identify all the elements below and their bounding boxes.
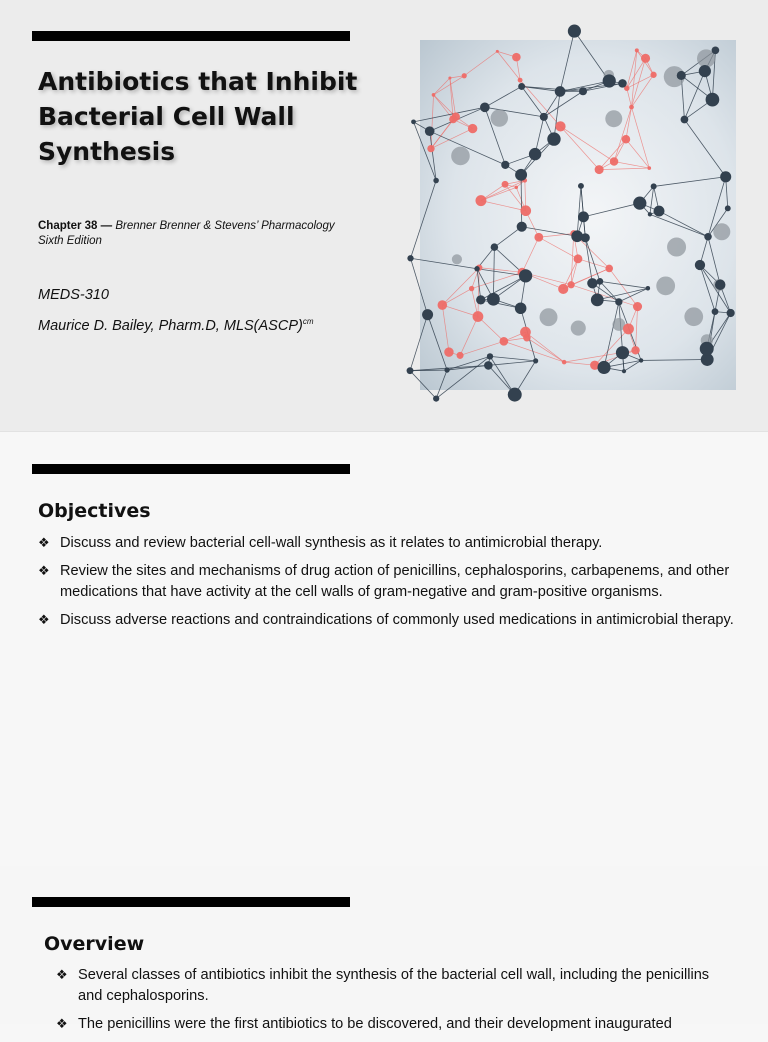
network-node-dark — [407, 367, 414, 374]
diamond-bullet-icon: ❖ — [38, 561, 50, 582]
network-node-dark — [487, 293, 500, 306]
network-node-gray — [656, 276, 675, 295]
network-node-dark — [715, 280, 725, 290]
network-node-dark — [654, 206, 665, 217]
network-node-red — [595, 165, 604, 174]
network-node-dark — [568, 25, 581, 38]
network-node-dark — [540, 113, 548, 121]
network-node-red — [631, 346, 639, 354]
network-node-dark — [681, 116, 689, 124]
network-node-red — [623, 323, 634, 334]
network-node-dark — [515, 302, 527, 314]
network-node-dark — [712, 308, 719, 315]
chapter-source: Brenner Brenner & Stevens’ Pharmacology Sixth Edition — [38, 220, 335, 247]
network-node-dark — [484, 361, 493, 370]
network-node-dark — [515, 169, 527, 181]
network-node-dark — [597, 278, 604, 285]
network-node-dark — [480, 102, 490, 112]
network-node-red — [427, 145, 434, 152]
network-node-dark — [476, 295, 485, 304]
network-node-red — [518, 78, 523, 83]
author-credential-sup: cm — [303, 317, 314, 326]
network-node-red — [633, 302, 642, 311]
network-node-red — [496, 50, 499, 53]
network-node-dark — [618, 79, 627, 88]
author-line — [38, 313, 314, 335]
accent-bar — [32, 31, 350, 41]
network-node-red — [473, 311, 484, 322]
network-node-red — [562, 360, 567, 365]
network-node-dark — [519, 269, 532, 282]
network-node-red — [641, 54, 650, 63]
objectives-slide — [0, 432, 768, 866]
network-node-dark — [533, 358, 538, 363]
network-node-red — [629, 105, 634, 110]
author-name: Maurice D. Bailey, Pharm.D, MLS(ASCP) — [38, 318, 303, 334]
network-node-red — [462, 73, 467, 78]
network-node-red — [567, 281, 574, 288]
network-node-dark — [597, 361, 610, 374]
network-node-red — [558, 284, 568, 294]
network-node-dark — [591, 293, 604, 306]
network-node-red — [444, 347, 453, 356]
network-node-dark — [407, 255, 413, 261]
network-node-dark — [487, 353, 493, 359]
network-node-dark — [444, 367, 449, 372]
network-node-dark — [616, 346, 629, 359]
network-node-dark — [633, 197, 646, 210]
network-node-dark — [603, 74, 616, 87]
slide-title: Antibiotics that Inhibit Bacterial Cell Wall Synthesis — [38, 64, 368, 169]
network-node-gray — [667, 238, 686, 257]
network-node-dark — [695, 260, 705, 270]
title-slide — [0, 0, 768, 432]
network-node-red — [475, 195, 486, 206]
network-node-dark — [720, 171, 731, 182]
network-node-dark — [639, 358, 643, 362]
course-code: MEDS-310 — [38, 286, 109, 304]
overview-list — [56, 965, 736, 1042]
network-node-dark — [517, 222, 527, 232]
accent-bar — [32, 464, 350, 474]
network-node-dark — [579, 87, 587, 95]
network-node-red — [515, 186, 518, 189]
network-node-dark — [491, 243, 499, 251]
chapter-reference — [38, 219, 338, 249]
network-node-dark — [651, 183, 657, 189]
diamond-bullet-icon: ❖ — [38, 533, 50, 554]
network-node-dark — [508, 388, 522, 402]
diamond-bullet-icon: ❖ — [56, 965, 68, 986]
network-node-dark — [433, 395, 439, 401]
network-node-red — [438, 300, 448, 310]
network-node-dark — [425, 126, 435, 136]
network-node-red — [635, 48, 639, 52]
network-node-gray — [713, 223, 730, 240]
network-node-dark — [578, 211, 589, 222]
overview-slide — [0, 866, 768, 1024]
network-node-red — [523, 334, 531, 342]
network-node-red — [448, 76, 451, 79]
list-item: ❖ The penicillins were the first antibiotics to be discovered, and their development inaugurated — [56, 1014, 736, 1035]
network-node-dark — [704, 233, 712, 241]
network-node-dark — [700, 342, 714, 356]
network-node-gray — [571, 320, 586, 335]
network-node-dark — [727, 309, 735, 317]
network-node-dark — [615, 298, 622, 305]
network-node-red — [432, 93, 436, 97]
network-node-red — [650, 72, 656, 78]
network-node-dark — [518, 83, 525, 90]
network-node-red — [622, 135, 630, 143]
diamond-bullet-icon: ❖ — [38, 610, 50, 631]
objectives-list — [38, 533, 738, 638]
list-item: ❖ Review the sites and mechanisms of drug action of penicillins, cephalosporins, carbapenems, and other medications that have activity at the cell walls of gram-negative and gram-positive organisms. — [38, 561, 738, 603]
list-item: ❖ Discuss adverse reactions and contraindications of commonly used medications in antimicrobial therapy. — [38, 610, 738, 631]
network-node-red — [605, 265, 613, 273]
objectives-heading: Objectives — [38, 499, 151, 523]
molecular-network-image — [420, 40, 736, 390]
network-node-red — [574, 254, 583, 263]
network-node-gray — [452, 254, 462, 264]
network-node-dark — [622, 369, 626, 373]
network-node-dark — [725, 205, 731, 211]
network-node-gray — [540, 308, 558, 326]
network-node-dark — [474, 266, 479, 271]
network-node-dark — [712, 46, 720, 54]
list-item: ❖ Several classes of antibiotics inhibit the synthesis of the bacterial cell wall, including the penicillins and cephalosporins. — [56, 965, 736, 1007]
network-node-dark — [581, 233, 590, 242]
diamond-bullet-icon: ❖ — [56, 1014, 68, 1035]
network-node-red — [647, 166, 651, 170]
network-node-red — [520, 205, 531, 216]
network-node-red — [469, 286, 474, 291]
network-node-red — [512, 53, 521, 62]
network-node-red — [457, 352, 464, 359]
network-node-gray — [605, 110, 622, 127]
network-node-dark — [411, 119, 416, 124]
network-node-dark — [706, 93, 720, 107]
network-node-dark — [555, 86, 566, 97]
network-node-red — [502, 181, 509, 188]
chapter-label: Chapter 38 — — [38, 220, 112, 232]
network-node-gray — [491, 109, 508, 126]
network-node-dark — [501, 161, 509, 169]
network-node-red — [534, 233, 543, 242]
network-background — [420, 40, 736, 390]
network-node-dark — [646, 286, 651, 291]
network-node-dark — [547, 132, 560, 145]
network-node-dark — [433, 178, 439, 184]
network-node-red — [449, 115, 457, 123]
network-node-red — [468, 124, 477, 133]
network-node-red — [555, 121, 565, 131]
network-node-dark — [422, 309, 433, 320]
overview-heading: Overview — [44, 932, 144, 956]
network-node-gray — [451, 147, 470, 166]
network-node-dark — [648, 212, 652, 216]
network-node-red — [610, 157, 618, 165]
network-node-gray — [684, 307, 703, 326]
network-node-dark — [587, 278, 597, 288]
list-item: ❖ Discuss and review bacterial cell-wall synthesis as it relates to antimicrobial therapy. — [38, 533, 738, 554]
network-node-dark — [677, 71, 686, 80]
network-node-dark — [529, 148, 541, 160]
network-node-dark — [699, 65, 711, 77]
accent-bar — [32, 897, 350, 907]
network-node-dark — [578, 183, 584, 189]
network-node-red — [500, 337, 509, 346]
